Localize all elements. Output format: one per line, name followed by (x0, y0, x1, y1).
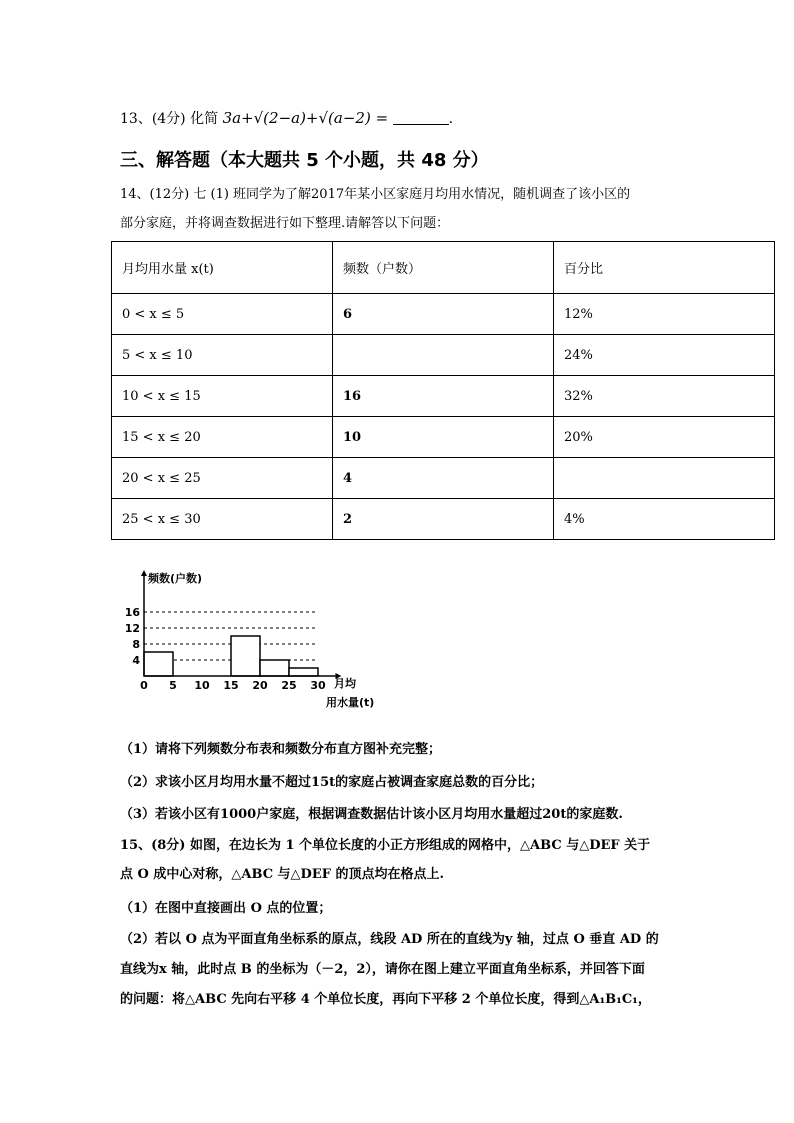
q13-expression: 3a+√(2−a)+√(a−2) = (222, 109, 389, 127)
x-tick-label: 5 (169, 679, 177, 692)
section-title: 三、解答题（本大题共 5 个小题，共 48 分） (120, 150, 489, 171)
y-tick-label: 4 (132, 654, 140, 667)
table-cell (333, 335, 554, 376)
y-tick-label: 8 (132, 638, 140, 651)
table-cell: 0 < x ≤ 5 (112, 294, 333, 335)
x-axis-label: 用水量(t) (326, 696, 375, 709)
table-cell: 20% (554, 417, 775, 458)
table-cell: 16 (333, 376, 554, 417)
x-tick-label: 10 (194, 679, 210, 692)
q14-sub-2: （2）求该小区月均用水量不超过15t的家庭占被调查家庭总数的百分比； (120, 775, 544, 790)
histogram-bar (144, 652, 173, 676)
x-tick-label: 0 (140, 679, 148, 692)
q14-line-2: 部分家庭，并将调查数据进行如下整理.请解答以下问题： (120, 216, 450, 231)
table-cell: 15 < x ≤ 20 (112, 417, 333, 458)
q15-sub-1: （1）在图中直接画出 O 点的位置； (120, 901, 332, 916)
x-axis-label: 月均 (334, 677, 356, 690)
q15-sub-2-line-2: 直线为x 轴，此时点 B 的坐标为（－2，2），请你在图上建立平面直角坐标系，并回答下面 (120, 962, 645, 977)
table-cell: 4% (554, 499, 775, 540)
histogram-bar (260, 660, 289, 676)
table-row (112, 458, 775, 499)
table-row (112, 335, 775, 376)
question-13 (120, 108, 453, 128)
x-tick-label: 30 (310, 679, 326, 692)
table-cell: 4 (333, 458, 554, 499)
x-tick-label: 15 (223, 679, 239, 692)
table-header-row (112, 242, 775, 294)
q14-sub-3: （3）若该小区有1000户家庭，根据调查数据估计该小区月均用水量超过20t的家庭数. (120, 807, 623, 822)
table-cell (554, 458, 775, 499)
table-row (112, 376, 775, 417)
table-cell: 12% (554, 294, 775, 335)
x-tick-label: 25 (281, 679, 297, 692)
table-cell: 32% (554, 376, 775, 417)
x-tick-label: 20 (252, 679, 268, 692)
table-row (112, 294, 775, 335)
table-row (112, 417, 775, 458)
table-cell: 5 < x ≤ 10 (112, 335, 333, 376)
q15-line-1: 15、(8分) 如图，在边长为 1 个单位长度的小正方形组成的网格中，△ABC 与△DEF 关于 (120, 838, 651, 853)
table-cell: 25 < x ≤ 30 (112, 499, 333, 540)
q15-sub-2-line-1: （2）若以 O 点为平面直角坐标系的原点，线段 AD 所在的直线为y 轴，过点 O 垂直 AD 的 (120, 932, 659, 947)
frequency-table (111, 241, 775, 540)
q14-sub-1: （1）请将下列频数分布表和频数分布直方图补充完整； (120, 742, 442, 757)
q13-prefix: 13、(4分) 化简 (120, 111, 219, 127)
table-cell: 6 (333, 294, 554, 335)
table-cell: 2 (333, 499, 554, 540)
q15-line-2: 点 O 成中心对称，△ABC 与△DEF 的顶点均在格点上. (120, 867, 445, 882)
q15-sub-2-line-3: 的问题：将△ABC 先向右平移 4 个单位长度，再向下平移 2 个单位长度，得到△A₁B₁C₁， (120, 992, 651, 1007)
table-cell: 24% (554, 335, 775, 376)
frequency-histogram (120, 568, 400, 720)
histogram-bar (231, 636, 260, 676)
histogram-bar (289, 668, 318, 676)
q13-suffix: . (448, 111, 454, 127)
y-tick-label: 16 (124, 606, 140, 619)
table-cell: 20 < x ≤ 25 (112, 458, 333, 499)
y-axis-arrow (141, 570, 147, 576)
table-header: 百分比 (554, 242, 775, 294)
y-axis-label: 频数(户数) (148, 572, 203, 585)
table-header: 月均用水量 x(t) (112, 242, 333, 294)
table-cell: 10 (333, 417, 554, 458)
q13-answer-blank (393, 110, 449, 125)
table-cell: 10 < x ≤ 15 (112, 376, 333, 417)
table-header: 频数（户数） (333, 242, 554, 294)
q14-line-1: 14、(12分) 七 (1) 班同学为了解2017年某小区家庭月均用水情况，随机调查了该小区的 (120, 187, 631, 202)
table-row (112, 499, 775, 540)
y-tick-label: 12 (124, 622, 140, 635)
